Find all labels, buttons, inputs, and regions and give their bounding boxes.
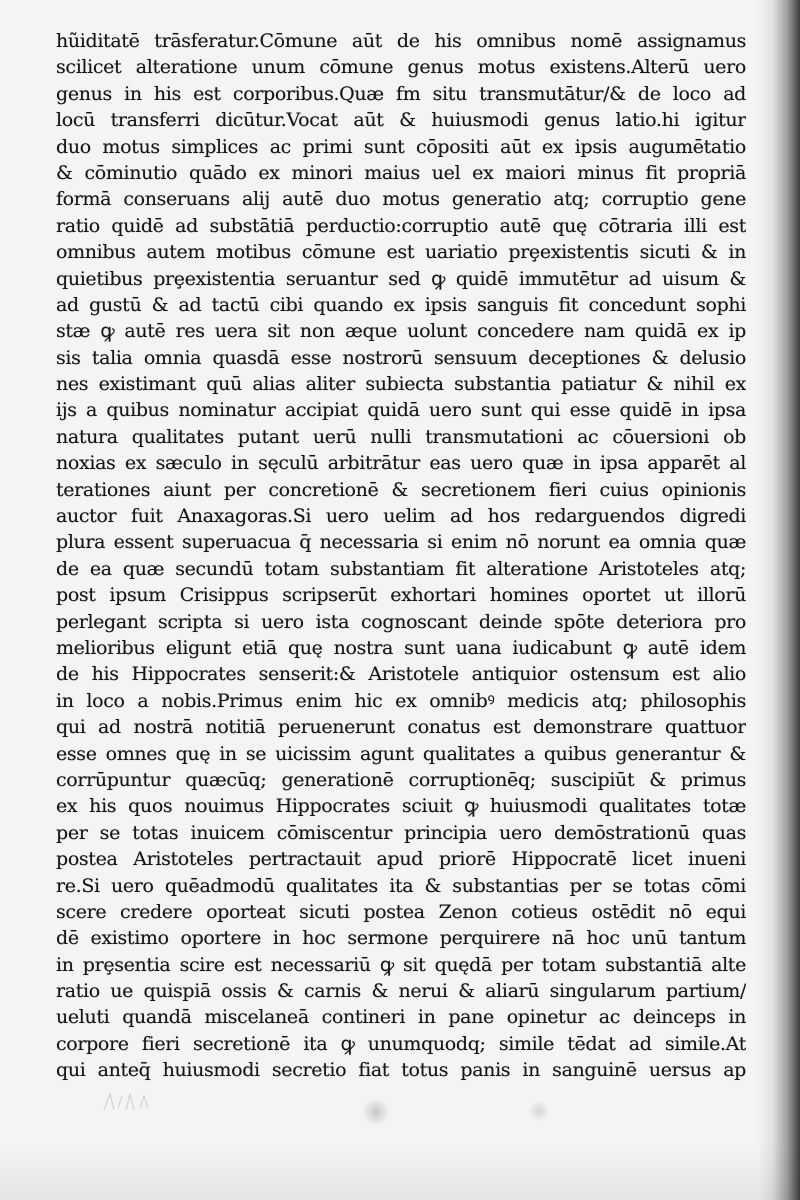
text-line: perlegant scripta si uero ista cognoscant deinde spōte deteriora pro bbox=[56, 610, 746, 633]
text-line: per se totas inuicem cōmiscentur principia uero demōstrationū quas bbox=[56, 821, 746, 844]
body-text bbox=[56, 28, 746, 1084]
text-line: qui ad nostrā notitiā peruenerunt conatus est demonstrare quattuor bbox=[56, 716, 746, 739]
text-line: re.Si uero quēadmodū qualitates ita & substantias per se totas cōmi bbox=[56, 874, 746, 897]
text-line: ratio quidē ad substātiā perductio:corruptio autē quę cōtraria illi est bbox=[56, 214, 746, 237]
text-line: duo motus simplices ac primi sunt cōpositi aūt ex ipsis augumētatio bbox=[56, 135, 746, 158]
text-line: de his Hippocrates senserit:& Aristotele antiquior ostensum est alio bbox=[56, 663, 746, 686]
text-line: postea Aristoteles pertractauit apud priorē Hippocratē licet inueni bbox=[56, 848, 746, 871]
text-line: in loco a nobis.Primus enim hic ex omnibꝰ medicis atq; philosophis bbox=[56, 689, 746, 712]
text-line: ratio ue quispiā ossis & carnis & nerui & aliarū singularum partium/ bbox=[56, 980, 746, 1003]
text-line: dē existimo oportere in hoc sermone perquirere nā hoc unū tantum bbox=[56, 927, 746, 950]
text-line: melioribus eligunt etiā quę nostra sunt uana iudicabunt ꝙ autē idem bbox=[56, 636, 746, 659]
text-line: ad gustū & ad tactū cibi quando ex ipsis sanguis fit concedunt sophi bbox=[56, 293, 746, 316]
text-line: auctor fuit Anaxagoras.Si uero uelim ad hos redarguendos digredi bbox=[56, 505, 746, 528]
page-stain bbox=[528, 1100, 550, 1122]
text-line: natura qualitates putant uerū nulli transmutationi ac cōuersioni ob bbox=[56, 425, 746, 448]
text-line: ijs a quibus nominatur accipiat quidā uero sunt qui esse quidē in ipsa bbox=[56, 399, 746, 422]
text-line: sis talia omnia quasdā esse nostrorū sensuum deceptiones & delusio bbox=[56, 346, 746, 369]
text-line: scere credere oporteat sicuti postea Zenon cotieus ostēdit nō equi bbox=[56, 900, 746, 923]
text-line: corrūpuntur quæcūq; generationē corruptionēq; suscipiūt & primus bbox=[56, 768, 746, 791]
page-shading bbox=[0, 1140, 800, 1200]
text-line: in prȩsentia scire est necessariū ꝙ sit quędā per totam substantiā alte bbox=[56, 953, 746, 976]
text-line: noxias ex sæculo in sęculū arbitrātur eas uero quæ in ipsa apparēt al bbox=[56, 452, 746, 475]
text-line: post ipsum Crisippus scripserūt exhortari homines oportet ut illorū bbox=[56, 584, 746, 607]
text-line: & cōminutio quādo ex minori maius uel ex maiori minus fit propriā bbox=[56, 161, 746, 184]
text-line: plura essent superuacua q̄ necessaria si enim nō norunt ea omnia quæ bbox=[56, 531, 746, 554]
text-line: locū transferri dicūtur.Vocat aūt & huiusmodi genus latio.hi igitur bbox=[56, 109, 746, 132]
text-line: qui anteq̄ huiusmodi secretio fiat totus panis in sanguinē uersus ap bbox=[56, 1059, 746, 1082]
text-line: scilicet alteratione unum cōmune genus motus existens.Alterū uero bbox=[56, 56, 746, 79]
text-line: de ea quæ secundū totam substantiam fit alteratione Aristoteles atq; bbox=[56, 557, 746, 580]
page-stain bbox=[362, 1098, 390, 1126]
text-line: hũiditatē trāsferatur.Cōmune aūt de his omnibus nomē assignamus bbox=[56, 30, 746, 52]
text-line: terationes aiunt per concretionē & secretionem fieri cuius opinionis bbox=[56, 478, 746, 501]
text-line: corpore fieri secretionē ita ꝙ unumquodq; simile tēdat ad simile.At bbox=[56, 1032, 746, 1055]
text-line: formā conseruans alij autē duo motus generatio atq; corruptio gene bbox=[56, 188, 746, 211]
spine-shadow bbox=[758, 0, 800, 1200]
text-line: nes existimant quū alias aliter subiecta substantia patiatur & nihil ex bbox=[56, 373, 746, 396]
text-line: omnibus autem motibus cōmune est uariatio prȩexistentis sicuti & in bbox=[56, 241, 746, 264]
text-line: esse omnes quę in se uicissim agunt qualitates a quibus generantur & bbox=[56, 742, 746, 765]
text-line: genus in his est corporibus.Quæ fm situ transmutātur/& de loco ad bbox=[56, 82, 746, 105]
text-line: stæ ꝙ autē res uera sit non æque uolunt concedere nam quidā ex ip bbox=[56, 320, 746, 343]
text-line: ueluti quandā miscelaneā contineri in pane opinetur ac deinceps in bbox=[56, 1006, 746, 1029]
text-line: quietibus prȩexistentia seruantur sed ꝙ quidē immutētur ad uisum & bbox=[56, 267, 746, 290]
text-line: ex his quos nouimus Hippocrates sciuit ꝙ huiusmodi qualitates totæ bbox=[56, 795, 746, 818]
marginal-annotation bbox=[100, 1088, 160, 1118]
